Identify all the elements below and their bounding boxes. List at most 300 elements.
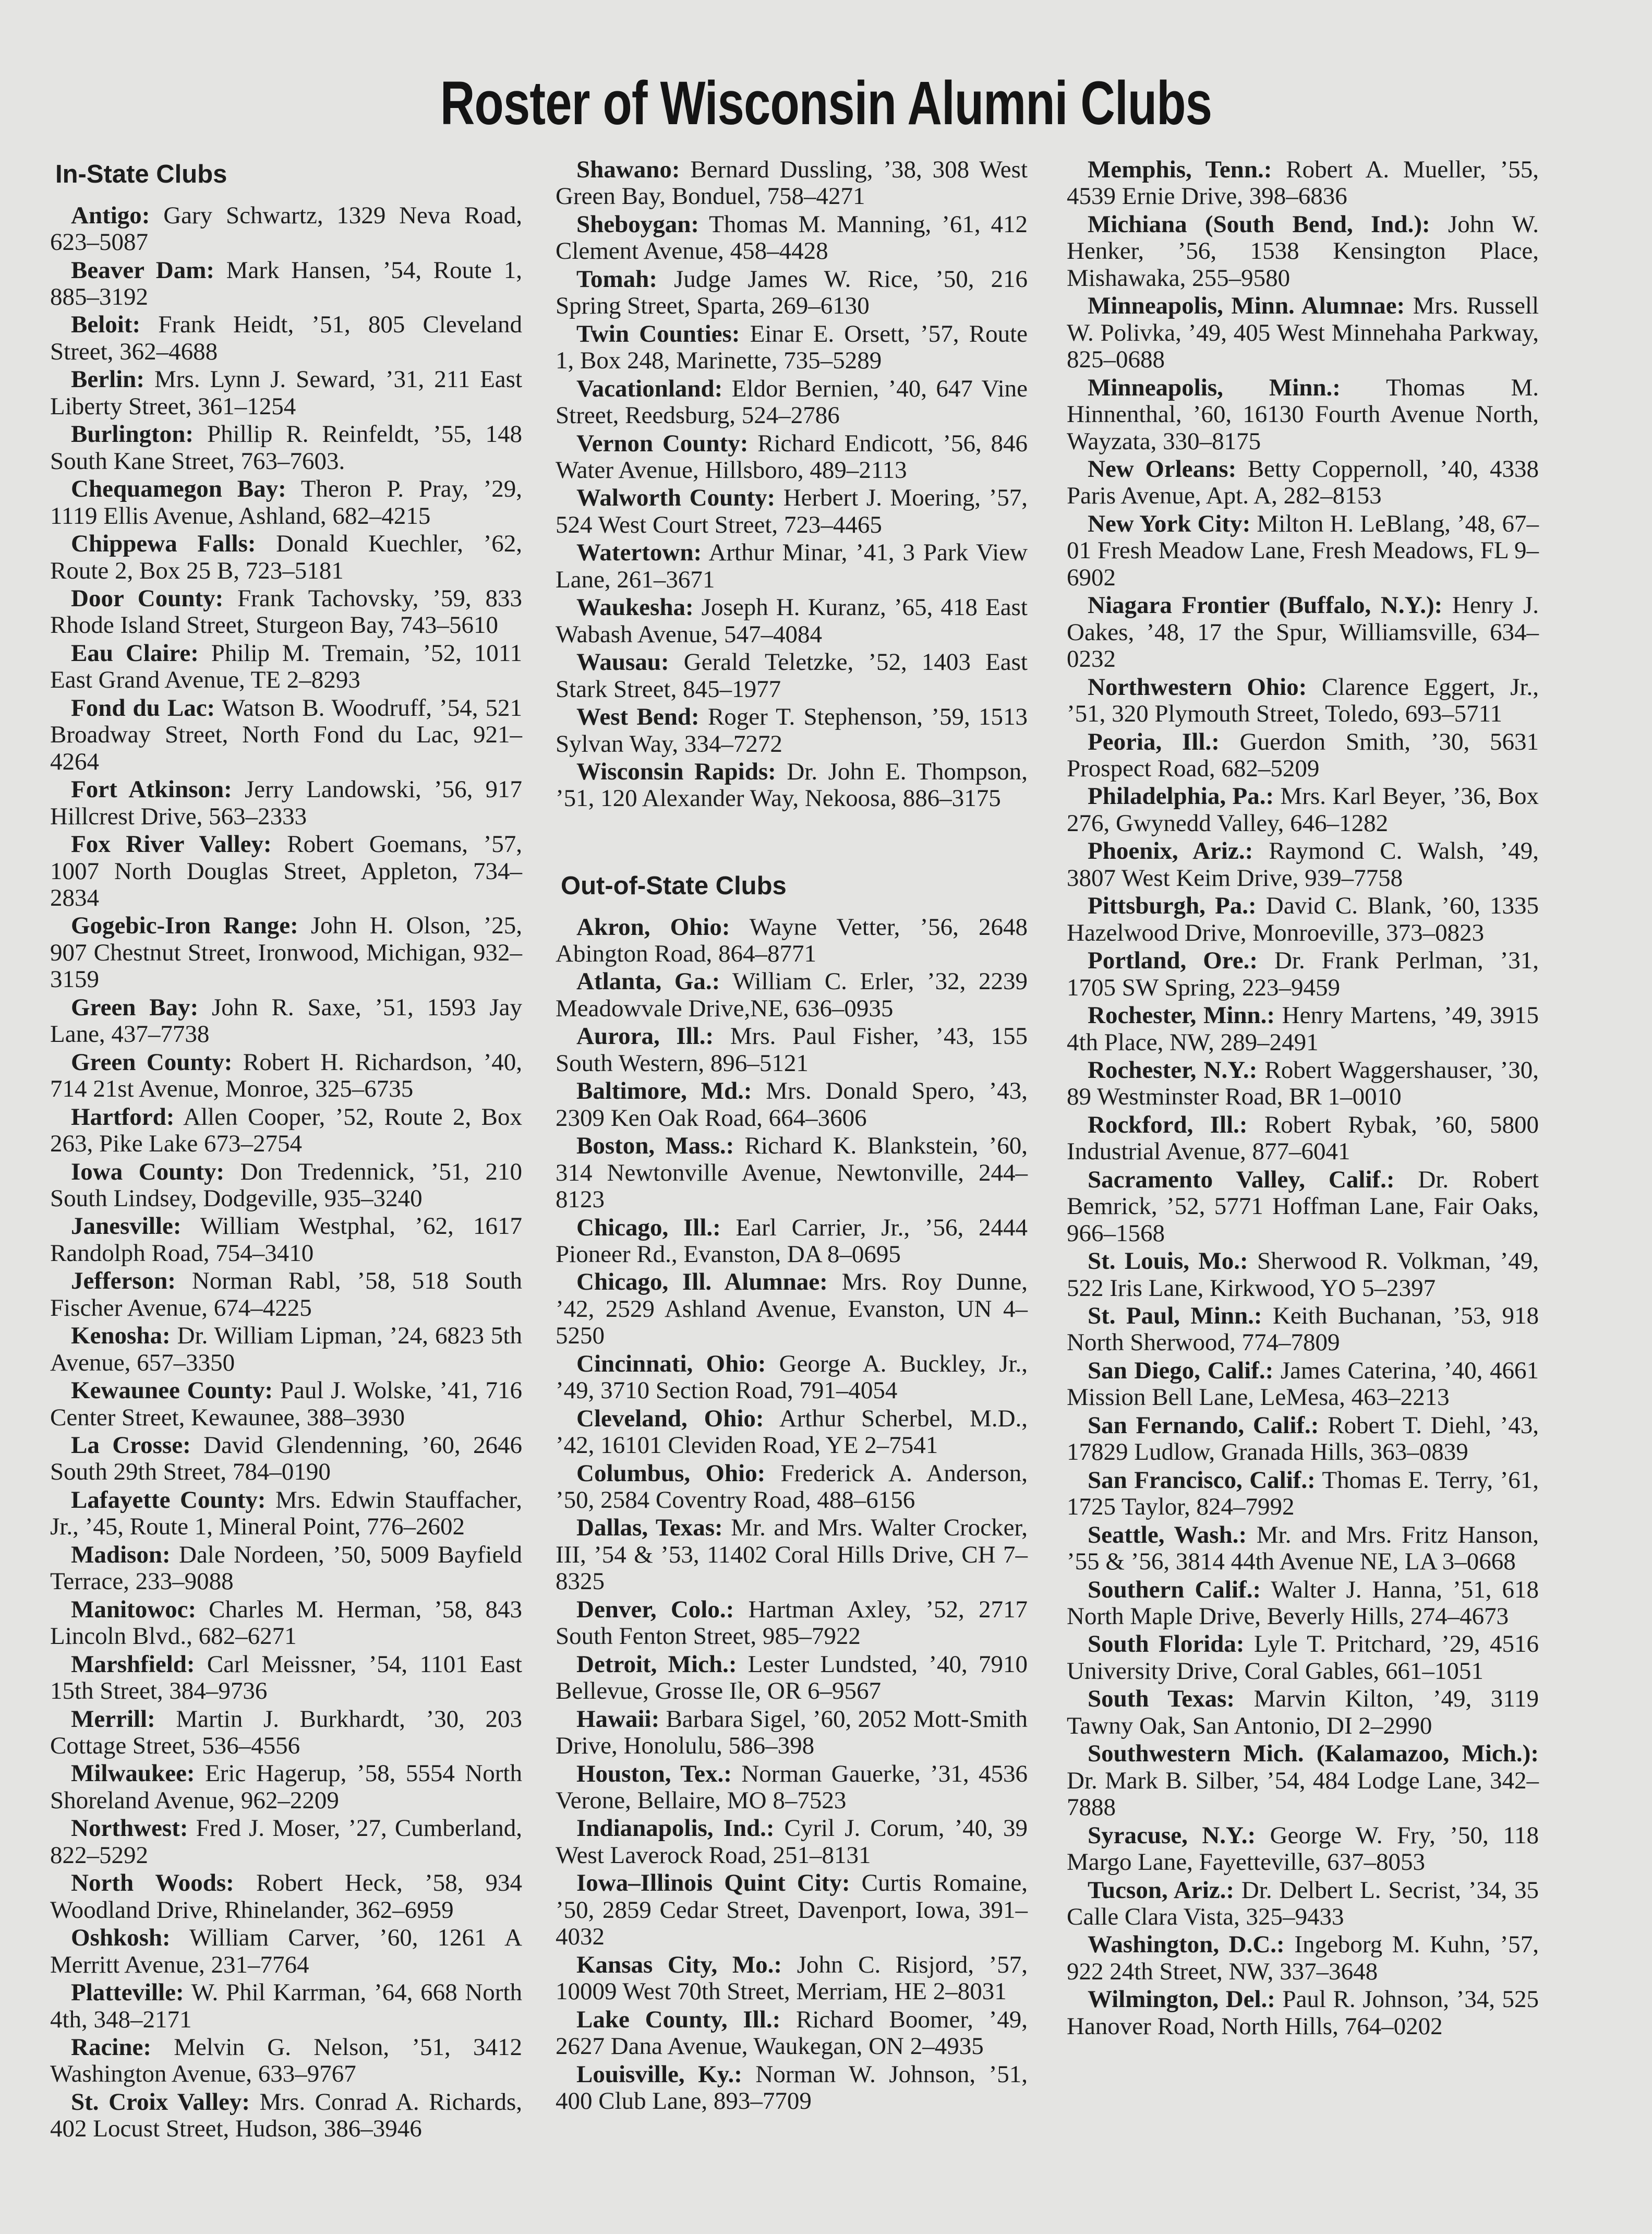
club-name: Denver, Colo.: [576, 1595, 734, 1623]
club-contact: Thomas M. Manning, ’61, 412 Clement Avenue, 458–4428 [556, 210, 1028, 265]
club-entry [556, 2061, 1028, 2115]
club-entry [50, 202, 522, 256]
club-entry [556, 1023, 1028, 1077]
club-entry [556, 376, 1028, 429]
club-entry [1067, 157, 1539, 210]
club-name: Vacationland: [576, 375, 723, 402]
club-name: Watertown: [576, 539, 702, 567]
club-name: Oshkosh: [71, 1924, 171, 1952]
club-entry [1067, 1303, 1539, 1356]
club-name: Rochester, Minn.: [1088, 1002, 1275, 1029]
club-name: North Woods: [71, 1869, 234, 1897]
club-name: Fond du Lac: [71, 694, 215, 722]
club-entry [50, 1542, 522, 1595]
club-name: Waukesha: [576, 594, 694, 621]
club-contact: Dr. Robert Bemrick, ’52, 5771 Hoffman Lane, Fair Oaks, 966–1568 [1067, 1166, 1539, 1247]
club-contact: Dr. Frank Perlman, ’31, 1705 SW Spring, 223–9459 [1067, 947, 1539, 1001]
club-name: Chequamegon Bay: [71, 475, 286, 503]
club-contact: William Carver, ’60, 1261 A Merritt Avenue, 231–7764 [50, 1924, 522, 1978]
club-name: Portland, Ore.: [1088, 947, 1258, 975]
club-contact: John W. Henker, ’56, 1538 Kensington Place, Mishawaka, 255–9580 [1067, 210, 1539, 292]
club-contact: Arthur Scherbel, M.D., ’42, 16101 Cleviden Road, YE 2–7541 [556, 1404, 1028, 1459]
club-name: Washington, D.C.: [1088, 1931, 1285, 1959]
club-contact: Jerry Landowski, ’56, 917 Hillcrest Drive, 563–2333 [50, 776, 523, 830]
club-entry [50, 1870, 522, 1924]
club-name: Aurora, Ill.: [576, 1023, 714, 1050]
club-entry [1067, 1931, 1539, 1985]
club-entry [556, 1133, 1028, 1213]
club-entry [50, 1377, 522, 1431]
club-name: St. Paul, Minn.: [1088, 1302, 1262, 1330]
club-entry [1067, 783, 1539, 837]
club-contact: Mr. and Mrs. Walter Crocker, III, ’54 & ’53, 11402 Coral Hills Drive, CH 7–8325 [556, 1514, 1028, 1595]
club-entry [1067, 1877, 1539, 1931]
club-entry [556, 1706, 1028, 1760]
club-contact: Robert Rybak, ’60, 5800 Industrial Avenue, 877–6041 [1067, 1111, 1539, 1166]
club-name: Philadelphia, Pa.: [1088, 783, 1274, 810]
club-name: Racine: [71, 2034, 152, 2061]
club-name: Rockford, Ill.: [1088, 1111, 1248, 1138]
club-contact: Lester Lundsted, ’40, 7910 Bellevue, Grosse Ile, OR 6–9567 [556, 1650, 1028, 1705]
club-entry [1067, 729, 1539, 783]
club-name: Chicago, Ill.: [576, 1214, 721, 1241]
club-name: Houston, Tex.: [576, 1760, 732, 1787]
club-entry [50, 1104, 522, 1158]
club-contact: Mark Hansen, ’54, Route 1, 885–3192 [50, 256, 523, 310]
column-1 [50, 157, 522, 2144]
club-entry [556, 759, 1028, 812]
club-contact: Robert Goemans, ’57, 1007 North Douglas Street, Appleton, 734–2834 [50, 831, 522, 911]
club-name: Wisconsin Rapids: [576, 758, 776, 785]
club-entry [556, 968, 1028, 1022]
club-contact: Cyril J. Corum, ’40, 39 West Laverock Road, 251–8131 [556, 1815, 1028, 1869]
club-entry [1067, 1522, 1539, 1576]
club-contact: Roger T. Stephenson, ’59, 1513 Sylvan Way, 334–7272 [556, 703, 1028, 758]
club-entry [1067, 1057, 1539, 1111]
club-entry [50, 640, 522, 694]
club-entry [1067, 674, 1539, 728]
club-name: Lafayette County: [71, 1486, 266, 1514]
club-entry [556, 485, 1028, 538]
club-entry [1067, 211, 1539, 292]
club-name: South Texas: [1088, 1685, 1235, 1713]
club-entry [50, 1159, 522, 1212]
club-entry [50, 831, 522, 911]
club-entry [1067, 1822, 1539, 1876]
club-name: Peoria, Ill.: [1088, 728, 1220, 755]
club-contact: Mrs. Russell W. Polivka, ’49, 405 West Minnehaha Parkway, 825–0688 [1067, 292, 1539, 374]
club-contact: Eldor Bernien, ’40, 647 Vine Street, Reedsburg, 524–2786 [556, 375, 1028, 429]
club-contact: Dr. John E. Thompson, ’51, 120 Alexander Way, Nekoosa, 886–3175 [556, 758, 1028, 812]
club-name: Niagara Frontier (Buffalo, N.Y.): [1088, 592, 1443, 619]
club-name: Wilmington, Del.: [1088, 1986, 1275, 2013]
club-contact: Robert T. Diehl, ’43, 17829 Ludlow, Granada Hills, 363–0839 [1067, 1411, 1539, 1466]
club-name: Fort Atkinson: [71, 776, 232, 803]
club-entry [1067, 1358, 1539, 1411]
club-entry [50, 1596, 522, 1650]
club-name: Walworth County: [576, 484, 776, 512]
club-name: Hartford: [71, 1103, 175, 1131]
club-name: Green County: [71, 1048, 233, 1076]
club-entry [1067, 1112, 1539, 1166]
club-contact: Milton H. LeBlang, ’48, 67–01 Fresh Meadow Lane, Fresh Meadows, FL 9–6902 [1067, 510, 1539, 591]
club-name: Fox River Valley: [71, 831, 272, 858]
club-name: Southern Calif.: [1088, 1576, 1261, 1603]
club-contact: Marvin Kilton, ’49, 3119 Tawny Oak, San Antonio, DI 2–2990 [1067, 1685, 1539, 1739]
club-name: Shawano: [576, 156, 680, 183]
club-contact: Gary Schwartz, 1329 Neva Road, 623–5087 [50, 201, 522, 256]
club-contact: Mrs. Lynn J. Seward, ’31, 211 East Liberty Street, 361–1254 [50, 366, 522, 420]
club-contact: Guerdon Smith, ’30, 5631 Prospect Road, 682–5209 [1067, 728, 1539, 782]
club-contact: Mrs. Karl Beyer, ’36, Box 276, Gwynedd Valley, 646–1282 [1067, 783, 1539, 837]
club-name: San Francisco, Calif.: [1088, 1466, 1316, 1494]
club-name: Gogebic-Iron Range: [71, 912, 298, 940]
club-name: Jefferson: [71, 1267, 176, 1295]
club-name: Phoenix, Ariz.: [1088, 837, 1253, 865]
club-contact: Lyle T. Pritchard, ’29, 4516 University Drive, Coral Gables, 661–1051 [1067, 1630, 1539, 1685]
club-entry [1067, 1467, 1539, 1521]
club-entry [556, 1651, 1028, 1705]
club-entry [50, 585, 522, 639]
club-entry [556, 1215, 1028, 1268]
club-entry [1067, 1740, 1539, 1821]
club-name: Baltimore, Md.: [576, 1077, 752, 1105]
club-name: New York City: [1088, 510, 1251, 537]
club-contact: Clarence Eggert, Jr., ’51, 320 Plymouth Street, Toledo, 693–5711 [1067, 673, 1539, 728]
club-contact: John C. Risjord, ’57, 10009 West 70th Street, Merriam, HE 2–8031 [556, 1951, 1028, 2005]
club-entry [556, 1596, 1028, 1650]
club-contact: Joseph H. Kuranz, ’65, 418 East Wabash Avenue, 547–4084 [556, 594, 1028, 648]
club-contact: John H. Olson, ’25, 907 Chestnut Street, Ironwood, Michigan, 932–3159 [50, 912, 522, 993]
club-name: Boston, Mass.: [576, 1132, 734, 1160]
club-contact: Arthur Minar, ’41, 3 Park View Lane, 261–3671 [556, 539, 1028, 593]
club-contact: George W. Fry, ’50, 118 Margo Lane, Fayetteville, 637–8053 [1067, 1821, 1539, 1876]
club-entry [50, 421, 522, 475]
club-name: Pittsburgh, Pa.: [1088, 892, 1257, 920]
club-name: Rochester, N.Y.: [1088, 1056, 1258, 1084]
club-contact: Curtis Romaine, ’50, 2859 Cedar Street, Davenport, Iowa, 391–4032 [556, 1869, 1028, 1951]
club-contact: Paul J. Wolske, ’41, 716 Center Street, Kewaunee, 388–3930 [50, 1377, 522, 1431]
club-entry [556, 321, 1028, 375]
club-name: Northwestern Ohio: [1088, 673, 1307, 701]
club-name: Milwaukee: [71, 1760, 195, 1787]
club-entry [1067, 1631, 1539, 1685]
club-entry [50, 257, 522, 311]
club-contact: Mrs. Edwin Stauffacher, Jr., ’45, Route 1, Mineral Point, 776–2602 [50, 1486, 522, 1541]
club-name: Minneapolis, Minn. Alumnae: [1088, 292, 1405, 320]
column-2 [556, 157, 1028, 2116]
club-contact: Frank Tachovsky, ’59, 833 Rhode Island Street, Sturgeon Bay, 743–5610 [50, 584, 522, 639]
club-contact: W. Phil Karrman, ’64, 668 North 4th, 348–2171 [50, 1979, 522, 2033]
club-contact: Thomas M. Hinnenthal, ’60, 16130 Fourth Avenue North, Wayzata, 330–8175 [1067, 374, 1539, 455]
club-name: Burlington: [71, 421, 194, 448]
club-name: San Diego, Calif.: [1088, 1356, 1274, 1384]
club-entry [556, 594, 1028, 648]
club-contact: Gerald Teletzke, ’52, 1403 East Stark Street, 845–1977 [556, 648, 1028, 703]
club-name: Detroit, Mich.: [576, 1650, 737, 1678]
club-entry [1067, 893, 1539, 946]
club-contact: Robert A. Mueller, ’55, 4539 Ernie Drive, 398–6836 [1067, 156, 1539, 210]
club-contact: Mr. and Mrs. Fritz Hanson, ’55 & ’56, 3814 44th Avenue NE, LA 3–0668 [1067, 1521, 1539, 1576]
club-contact: George A. Buckley, Jr., ’49, 3710 Section Road, 791–4054 [556, 1350, 1028, 1404]
club-name: Eau Claire: [71, 639, 199, 667]
club-entry [1067, 1986, 1539, 2040]
club-entry [50, 531, 522, 584]
club-contact: Dr. Delbert L. Secrist, ’34, 35 Calle Clara Vista, 325–9433 [1067, 1876, 1539, 1930]
club-name: Michiana (South Bend, Ind.): [1088, 210, 1430, 238]
column-3 [1067, 157, 1539, 2041]
club-entry [556, 1815, 1028, 1869]
club-entry [50, 1925, 522, 1978]
club-contact: Watson B. Woodruff, ’54, 521 Broadway Street, North Fond du Lac, 921–4264 [50, 694, 522, 775]
club-name: La Crosse: [71, 1432, 191, 1459]
club-name: Merrill: [71, 1705, 155, 1733]
club-name: Cleveland, Ohio: [576, 1404, 764, 1432]
club-entry [50, 2089, 522, 2143]
club-name: Northwest: [71, 1815, 188, 1842]
club-entry [1067, 511, 1539, 591]
club-entry [50, 695, 522, 775]
club-entry [50, 1760, 522, 1814]
club-entry [50, 1979, 522, 2033]
club-contact: Paul R. Johnson, ’34, 525 Hanover Road, North Hills, 764–0202 [1067, 1986, 1539, 2040]
club-name: Iowa County: [71, 1158, 225, 1185]
club-contact: Dr. Mark B. Silber, ’54, 484 Lodge Lane, 342–7888 [1067, 1767, 1539, 1821]
club-contact: Sherwood R. Volkman, ’49, 522 Iris Lane, Kirkwood, YO 5–2397 [1067, 1247, 1539, 1302]
in-state-list-a [50, 202, 522, 2143]
club-name: San Fernando, Calif.: [1088, 1411, 1319, 1439]
club-contact: Keith Buchanan, ’53, 918 North Sherwood, 774–7809 [1067, 1302, 1539, 1356]
club-contact: Herbert J. Moering, ’57, 524 West Court Street, 723–4465 [556, 484, 1028, 538]
club-contact: Mrs. Donald Spero, ’43, 2309 Ken Oak Road, 664–3606 [556, 1077, 1028, 1132]
club-name: Tucson, Ariz.: [1088, 1876, 1235, 1904]
club-name: Tomah: [576, 265, 657, 293]
club-name: Wausau: [576, 648, 669, 676]
club-contact: Dale Nordeen, ’50, 5009 Bayfield Terrace, 233–9088 [50, 1541, 522, 1595]
club-name: Memphis, Tenn.: [1088, 156, 1272, 183]
club-entry [50, 476, 522, 530]
club-name: Platteville: [71, 1979, 184, 2007]
club-entry [556, 2007, 1028, 2060]
club-name: Green Bay: [71, 993, 199, 1021]
club-entry [50, 1323, 522, 1376]
club-contact: Bernard Dussling, ’38, 308 West Green Bay, Bonduel, 758–4271 [556, 156, 1028, 210]
club-name: Madison: [71, 1541, 171, 1568]
club-contact: Frank Heidt, ’51, 805 Cleveland Street, 362–4688 [50, 311, 522, 365]
club-contact: William Westphal, ’62, 1617 Randolph Road, 754–3410 [50, 1212, 522, 1267]
club-entry [556, 1269, 1028, 1349]
club-name: Hawaii: [576, 1705, 660, 1733]
club-contact: Theron P. Pray, ’29, 1119 Ellis Avenue, Ashland, 682–4215 [50, 475, 522, 530]
club-entry [556, 1870, 1028, 1950]
club-entry [1067, 1686, 1539, 1739]
club-entry [556, 649, 1028, 703]
club-contact: Donald Kuechler, ’62, Route 2, Box 25 B, 723–5181 [50, 530, 522, 584]
club-contact: Einar E. Orsett, ’57, Route 1, Box 248, Marinette, 735–5289 [556, 320, 1028, 375]
club-contact: Robert H. Richardson, ’40, 714 21st Avenue, Monroe, 325–6735 [50, 1048, 522, 1103]
club-entry [556, 1406, 1028, 1459]
club-contact: Norman Gauerke, ’31, 4536 Verone, Bellaire, MO 8–7523 [556, 1760, 1028, 1815]
club-entry [556, 914, 1028, 968]
club-entry [556, 430, 1028, 484]
club-contact: Robert Heck, ’58, 934 Woodland Drive, Rhinelander, 362–6959 [50, 1869, 523, 1924]
club-entry [50, 1432, 522, 1486]
club-name: Columbus, Ohio: [576, 1459, 766, 1487]
club-contact: Judge James W. Rice, ’50, 216 Spring Street, Sparta, 269–6130 [556, 265, 1028, 320]
club-contact: Robert Waggershauser, ’30, 89 Westminster Road, BR 1–0010 [1067, 1056, 1539, 1111]
out-of-state-heading: Out-of-State Clubs [561, 871, 787, 900]
club-entry [556, 266, 1028, 320]
club-contact: Mrs. Conrad A. Richards, 402 Locust Street, Hudson, 386–3946 [50, 2088, 523, 2143]
club-name: Seattle, Wash.: [1088, 1521, 1247, 1548]
club-name: Beaver Dam: [71, 256, 215, 284]
club-contact: Melvin G. Nelson, ’51, 3412 Washington Avenue, 633–9767 [50, 2034, 522, 2088]
club-entry [556, 1078, 1028, 1132]
club-contact: Richard K. Blankstein, ’60, 314 Newtonville Avenue, Newtonville, 244–8123 [556, 1132, 1028, 1214]
club-contact: David Glendenning, ’60, 2646 South 29th Street, 784–0190 [50, 1432, 522, 1486]
club-contact: Betty Coppernoll, ’40, 4338 Paris Avenue, Apt. A, 282–8153 [1067, 455, 1539, 510]
club-contact: Norman Rabl, ’58, 518 South Fischer Avenue, 674–4225 [50, 1267, 522, 1322]
club-name: West Bend: [576, 703, 700, 731]
club-entry [50, 1268, 522, 1322]
club-entry [50, 366, 522, 420]
club-entry [556, 1952, 1028, 2005]
club-entry [50, 1651, 522, 1705]
club-name: Minneapolis, Minn.: [1088, 374, 1341, 401]
club-contact: William C. Erler, ’32, 2239 Meadowvale Drive,NE, 636–0935 [556, 968, 1028, 1022]
club-contact: Dr. William Lipman, ’24, 6823 5th Avenue, 657–3350 [50, 1322, 522, 1376]
club-entry [50, 912, 522, 993]
club-entry [1067, 293, 1539, 373]
club-entry [50, 1213, 522, 1267]
club-name: Kewaunee County: [71, 1377, 273, 1404]
club-entry [50, 994, 522, 1048]
club-name: Syracuse, N.Y.: [1088, 1821, 1256, 1849]
club-name: Vernon County: [576, 429, 749, 457]
club-contact: Hartman Axley, ’52, 2717 South Fenton Street, 985–7922 [556, 1595, 1028, 1650]
club-entry [50, 1706, 522, 1760]
club-name: Cincinnati, Ohio: [576, 1350, 766, 1377]
club-name: Kansas City, Mo.: [576, 1951, 782, 1978]
club-contact: Philip M. Tremain, ’52, 1011 East Grand Avenue, TE 2–8293 [50, 639, 522, 694]
club-contact: Allen Cooper, ’52, Route 2, Box 263, Pike Lake 673–2754 [50, 1103, 522, 1158]
club-name: Chippewa Falls: [71, 530, 256, 558]
club-name: New Orleans: [1088, 455, 1237, 483]
club-entry [556, 1761, 1028, 1815]
club-contact: Ingeborg M. Kuhn, ’57, 922 24th Street, NW, 337–3648 [1067, 1931, 1539, 1985]
club-entry [1067, 375, 1539, 455]
club-entry [556, 157, 1028, 210]
club-contact: Earl Carrier, Jr., ’56, 2444 Pioneer Rd., Evanston, DA 8–0695 [556, 1214, 1028, 1268]
out-of-state-list-a [556, 914, 1028, 2115]
club-contact: Fred J. Moser, ’27, Cumberland, 822–5292 [50, 1815, 522, 1869]
club-contact: James Caterina, ’40, 4661 Mission Bell Lane, LeMesa, 463–2213 [1067, 1356, 1539, 1411]
club-entry [50, 311, 522, 365]
club-name: Southwestern Mich. (Kalamazoo, Mich.): [1088, 1740, 1539, 1768]
club-name: Chicago, Ill. Alumnae: [576, 1268, 828, 1296]
club-contact: Charles M. Herman, ’58, 843 Lincoln Blvd., 682–6271 [50, 1595, 522, 1650]
club-contact: Mrs. Roy Dunne, ’42, 2529 Ashland Avenue, Evanston, UN 4–5250 [556, 1268, 1028, 1350]
club-contact: David C. Blank, ’60, 1335 Hazelwood Drive, Monroeville, 373–0823 [1067, 892, 1539, 946]
club-entry [1067, 1412, 1539, 1466]
club-name: Antigo: [71, 201, 150, 229]
club-contact: Walter J. Hanna, ’51, 618 North Maple Drive, Beverly Hills, 274–4673 [1067, 1576, 1539, 1630]
club-contact: Raymond C. Walsh, ’49, 3807 West Keim Drive, 939–7758 [1067, 837, 1539, 892]
club-entry [50, 1487, 522, 1541]
club-entry [556, 211, 1028, 265]
club-name: Sacramento Valley, Calif.: [1088, 1166, 1395, 1193]
club-entry [556, 704, 1028, 758]
club-contact: Martin J. Burkhardt, ’30, 203 Cottage Street, 536–4556 [50, 1705, 522, 1760]
club-name: Indianapolis, Ind.: [576, 1815, 775, 1842]
club-entry [556, 1351, 1028, 1404]
club-entry [1067, 592, 1539, 672]
club-contact: Richard Boomer, ’49, 2627 Dana Avenue, Waukegan, ON 2–4935 [556, 2005, 1028, 2060]
club-name: St. Louis, Mo.: [1088, 1247, 1248, 1275]
club-entry [50, 1815, 522, 1869]
club-name: Dallas, Texas: [576, 1514, 723, 1542]
section-divider [556, 813, 1028, 868]
club-name: Lake County, Ill.: [576, 2005, 781, 2033]
club-contact: Henry Martens, ’49, 3915 4th Place, NW, 289–2491 [1067, 1002, 1539, 1056]
club-contact: Henry J. Oakes, ’48, 17 the Spur, Williamsville, 634–0232 [1067, 592, 1539, 673]
club-contact: Norman W. Johnson, ’51, 400 Club Lane, 893–7709 [556, 2060, 1028, 2115]
club-name: Janesville: [71, 1212, 182, 1240]
club-name: Louisville, Ky.: [576, 2060, 742, 2088]
club-name: St. Croix Valley: [71, 2088, 250, 2116]
club-name: Iowa–Illinois Quint City: [576, 1869, 850, 1897]
club-entry [556, 539, 1028, 593]
club-entry [1067, 947, 1539, 1001]
club-contact: Wayne Vetter, ’56, 2648 Abington Road, 864–8771 [556, 913, 1028, 967]
club-contact: Mrs. Paul Fisher, ’43, 155 South Western, 896–5121 [556, 1023, 1028, 1077]
club-name: Twin Counties: [576, 320, 740, 347]
club-name: Beloit: [71, 311, 141, 339]
club-contact: Eric Hagerup, ’58, 5554 North Shoreland Avenue, 962–2209 [50, 1760, 522, 1814]
club-entry [1067, 1577, 1539, 1630]
club-entry [556, 1515, 1028, 1595]
club-name: Door County: [71, 584, 224, 612]
club-name: Akron, Ohio: [576, 913, 730, 941]
club-entry [1067, 1248, 1539, 1302]
club-contact: Phillip R. Reinfeldt, ’55, 148 South Kane Street, 763–7603. [50, 421, 522, 475]
club-name: Berlin: [71, 366, 144, 393]
club-entry [50, 1049, 522, 1103]
club-contact: Frederick A. Anderson, ’50, 2584 Coventry Road, 488–6156 [556, 1459, 1028, 1514]
club-contact: John R. Saxe, ’51, 1593 Jay Lane, 437–7738 [50, 993, 522, 1048]
club-name: Sheboygan: [576, 210, 700, 238]
club-contact: Barbara Sigel, ’60, 2052 Mott-Smith Drive, Honolulu, 586–398 [556, 1705, 1028, 1760]
page-title: Roster of Wisconsin Alumni Clubs [440, 69, 1212, 138]
club-name: Kenosha: [71, 1322, 171, 1350]
club-entry [1067, 1002, 1539, 1056]
club-entry [1067, 838, 1539, 892]
club-entry [50, 776, 522, 830]
club-name: South Florida: [1088, 1630, 1245, 1658]
club-name: Manitowoc: [71, 1595, 197, 1623]
club-contact: Don Tredennick, ’51, 210 South Lindsey, Dodgeville, 935–3240 [50, 1158, 522, 1212]
club-contact: Carl Meissner, ’54, 1101 East 15th Street, 384–9736 [50, 1650, 522, 1705]
club-contact: Richard Endicott, ’56, 846 Water Avenue, Hillsboro, 489–2113 [556, 429, 1028, 484]
club-entry [1067, 1167, 1539, 1247]
club-entry [556, 1460, 1028, 1514]
club-name: Atlanta, Ga.: [576, 968, 720, 995]
club-entry [50, 2034, 522, 2088]
club-name: Marshfield: [71, 1650, 195, 1678]
club-entry [1067, 456, 1539, 510]
club-contact: Thomas E. Terry, ’61, 1725 Taylor, 824–7992 [1067, 1466, 1539, 1521]
out-of-state-list-b [1067, 157, 1539, 2040]
